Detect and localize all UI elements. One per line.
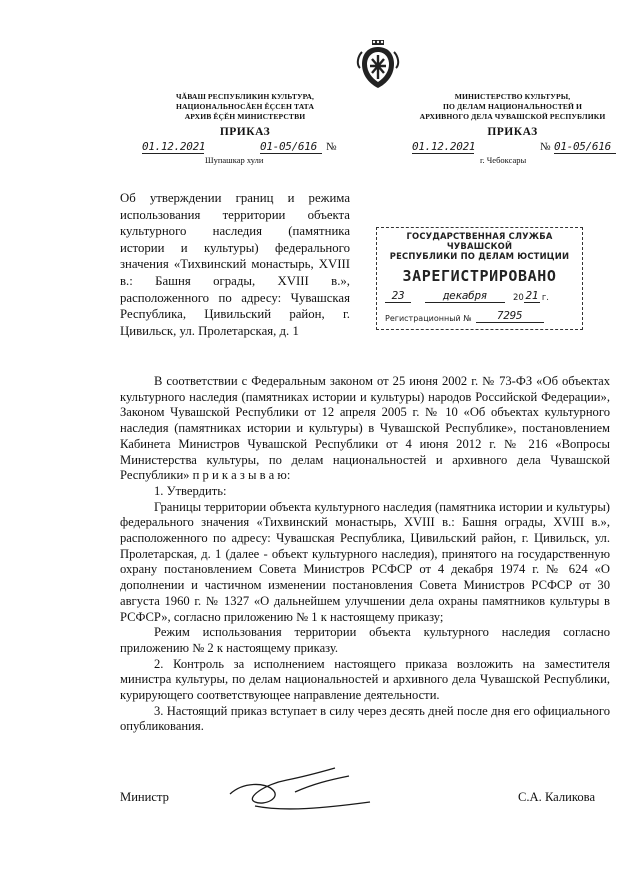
right-order-number: 01-05/616 [554, 140, 616, 154]
body-paragraph-1: В соответствии с Федеральным законом от 25 июня 2002 г. № 73-ФЗ «Об объектах культурного наследия (памятниках истории и культуры) народов Российской Федерации», Законом Чувашской Республики от 12 апреля 2005 г. № 10 «Об объектах культурного наследия (памятниках истории и культуры) в Чувашской Республике», постановлением Кабинета Министров Чувашской Республики от 4 июня 2012 г. № 216 «Вопросы Министерства культуры, по делам национальностей и архивного дела Чувашской Республики» п р и к а з ы в а ю: [120, 374, 610, 483]
right-order-date: 01.12.2021 [412, 140, 476, 153]
right-header-line-2: ПО ДЕЛАМ НАЦИОНАЛЬНОСТЕЙ И [442, 102, 583, 111]
left-ministry-header [150, 92, 340, 122]
stamp-reg-label: Регистрационный № [385, 314, 472, 323]
stamp-reg-number: 7295 [476, 309, 544, 323]
right-header-line-3: АРХИВНОГО ДЕЛА ЧУВАШСКОЙ РЕСПУБЛИКИ [419, 112, 606, 121]
left-order-word: ПРИКАЗ [219, 126, 271, 138]
handwritten-signature [225, 762, 375, 817]
right-city: г. Чебоксары [480, 155, 527, 165]
right-order-word: ПРИКАЗ [487, 126, 538, 138]
document-body [120, 374, 610, 735]
right-order-line [412, 140, 617, 156]
stamp-month: декабря [425, 289, 505, 303]
signature-name: С.А. Каликова [518, 790, 596, 804]
stamp-registered: ЗАРЕГИСТРИРОВАНО [402, 267, 557, 285]
stamp-reg-row [385, 309, 574, 323]
body-paragraph-4: Режим использования территории объекта культурного наследия согласно приложению № 2 к настоящему приказу. [120, 625, 610, 655]
stamp-line-1: ГОСУДАРСТВЕННАЯ СЛУЖБА ЧУВАШСКОЙ [406, 231, 553, 251]
stamp-year-prefix: 20 [513, 293, 524, 303]
signature-position: Министр [120, 790, 169, 804]
right-number-sign: № [540, 141, 551, 153]
registration-stamp [376, 227, 583, 330]
left-order-line [142, 140, 352, 156]
left-number-sign: № [326, 141, 337, 153]
left-header-line-2: НАЦИОНАЛЬНОСĂЕН ĔÇСЕН ТАТА [175, 102, 315, 111]
left-order-number: 01-05/616 [260, 140, 322, 154]
right-header-line-1: МИНИСТЕРСТВО КУЛЬТУРЫ, [454, 92, 571, 101]
left-order-date: 01.12.2021 [142, 140, 206, 153]
stamp-year: 21 [525, 289, 539, 302]
left-city: Шупашкар хули [205, 155, 264, 165]
left-header-line-3: АРХИВ ĔÇĔН МИНИСТЕРСТВИ [184, 112, 306, 121]
stamp-year-suffix: г. [541, 293, 549, 303]
left-header-line-1: ЧĂВАШ РЕСПУБЛИКИН КУЛЬТУРА, [175, 92, 315, 101]
body-paragraph-6: 3. Настоящий приказ вступает в силу через десять дней после дня его официального опубликования. [120, 703, 610, 734]
body-paragraph-2: 1. Утвердить: [154, 483, 227, 498]
body-paragraph-3: Границы территории объекта культурного наследия (памятника истории и культуры) федерального значения «Тихвинский монастырь, XVIII в.: Башня ограды, XVIII в.», расположенного по адресу: Чувашская Республика, Цивильский район, г. Цивильск, ул. Пролетарская, д. 1 (далее - объект культурного наследия), принятого на государственную охрану постановлением Совета Министров РСФСР от 4 декабря 1974 г. № 624 «О дополнении и частичном изменении постановления Совета Министров РСФСР от 30 августа 1960 г. № 1327 «О дальнейшем улучшении дела охраны памятников культуры в РСФСР», согласно приложению № 1 к настоящему приказу; [120, 499, 610, 624]
body-paragraph-5: 2. Контроль за исполнением настоящего приказа возложить на заместителя министра культуры, по делам национальностей и архивного дела Чувашской Республики, курирующего соответствующее направление деятельности. [120, 656, 610, 703]
document-title: Об утверждении границ и режима использования территории объекта культурного наследия (памятника истории и культуры) федерального значения «Тихвинский монастырь, XVIII в.: Башня ограды, XVIII в.», расположенного по адресу: Чувашская Республика, Цивильский район, г. Цивильск, ул. Пролетарская, д. 1 [120, 191, 350, 338]
stamp-line-2: РЕСПУБЛИКИ ПО ДЕЛАМ ЮСТИЦИИ [389, 251, 570, 261]
stamp-date-row [385, 289, 574, 303]
right-ministry-header [405, 92, 620, 122]
stamp-day: 23 [385, 289, 411, 303]
chuvash-emblem-icon [356, 38, 400, 90]
